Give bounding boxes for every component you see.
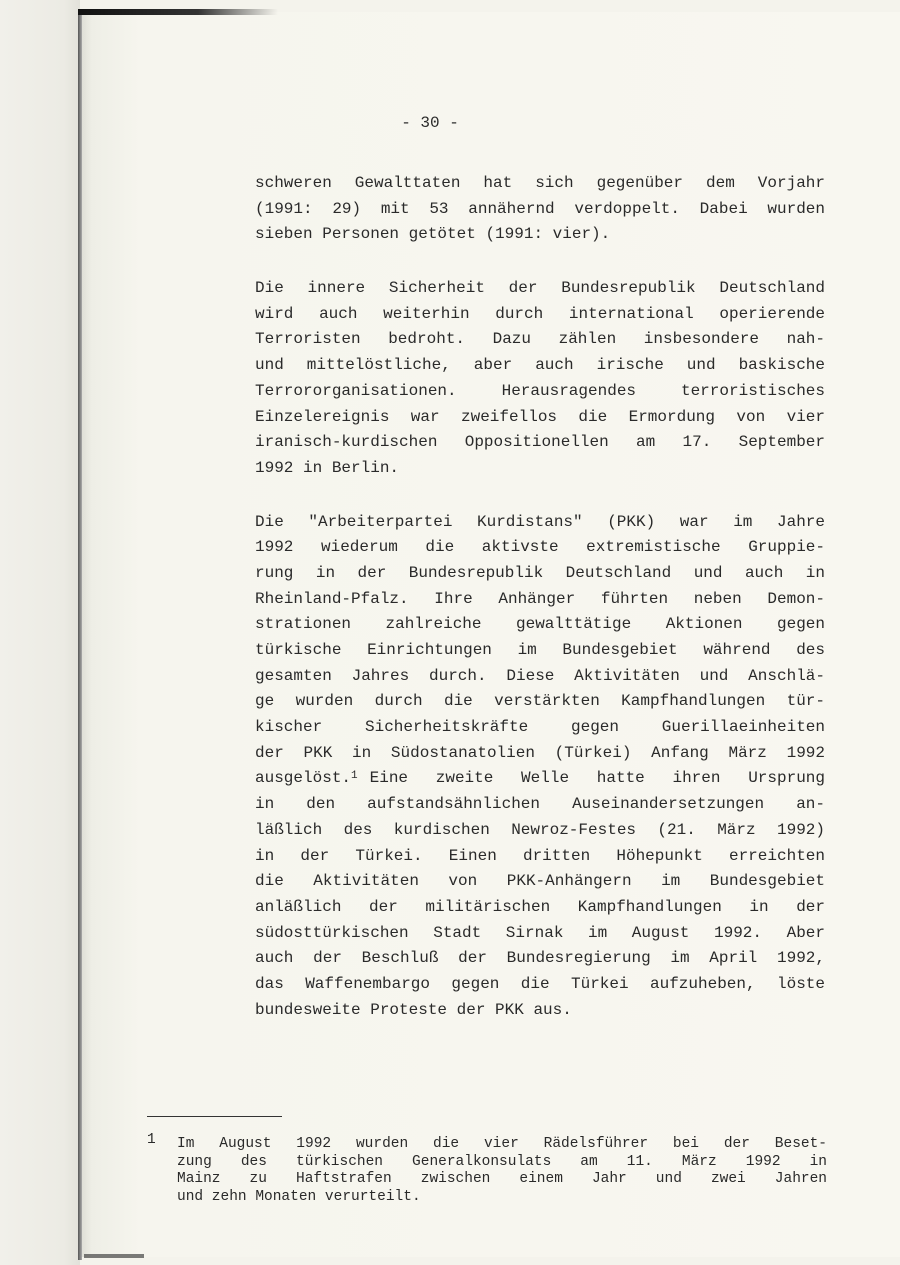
text-line: 1992 wiederum die aktivste extremistische Gruppie- (255, 538, 825, 557)
text-line: Die innere Sicherheit der Bundesrepublik Deutschland (255, 279, 825, 298)
page-number: - 30 - (401, 114, 459, 132)
footnote-marker: 1 (147, 1132, 156, 1148)
text-line: südosttürkischen Stadt Sirnak im August 1992. Aber (255, 923, 825, 942)
text-line: bundesweite Proteste der PKK aus. (255, 1000, 572, 1019)
paragraph-1 (255, 171, 825, 248)
text-line: kischer Sicherheitskräfte gegen Guerillaeinheiten (255, 718, 825, 737)
footnote-separator (147, 1116, 282, 1117)
text-line: strationen zahlreiche gewalttätige Aktionen gegen (255, 615, 825, 634)
scan-background (0, 0, 80, 1265)
footnote-reference[interactable]: 1 (351, 770, 358, 783)
text-line-with-footnote-ref (255, 766, 825, 792)
footnote-line: und zehn Monaten verurteilt. (177, 1188, 421, 1205)
text-line: läßlich des kurdischen Newroz-Festes (21. März 1992) (255, 820, 825, 839)
text-line: sieben Personen getötet (1991: vier). (255, 225, 611, 244)
text-line: wird auch weiterhin durch international operierende (255, 304, 825, 323)
text-line: der PKK in Südostanatolien (Türkei) Anfang März 1992 (255, 743, 825, 762)
text-line: Einzelereignis war zweifellos die Ermordung von vier (255, 407, 825, 426)
page-bottom-shadow (84, 1254, 144, 1258)
text-line: türkische Einrichtungen im Bundesgebiet während des (255, 641, 825, 659)
text-line: anläßlich der militärischen Kampfhandlungen in der (255, 897, 825, 916)
body-text (255, 171, 825, 1051)
paragraph-3 (255, 510, 825, 1024)
text-line: Die "Arbeiterpartei Kurdistans" (PKK) war im Jahre (255, 512, 825, 531)
text-line: in der Türkei. Einen dritten Höhepunkt erreichten (255, 846, 825, 865)
text-line: auch der Beschluß der Bundesregierung im April 1992, (255, 949, 825, 968)
text-line: 1992 in Berlin. (255, 458, 400, 477)
text-line: Terrororganisationen. Herausragendes terroristisches (255, 381, 825, 400)
text-line: ge wurden durch die verstärkten Kampfhandlungen tür- (255, 692, 825, 711)
text-line: die Aktivitäten von PKK-Anhängern im Bundesgebiet (255, 872, 825, 891)
text-line: rung in der Bundesrepublik Deutschland und auch in (255, 563, 825, 582)
footnote-text (177, 1136, 827, 1206)
text-line: gesamten Jahres durch. Diese Aktivitäten und Anschlä- (255, 666, 825, 685)
text-line: und mittelöstliche, aber auch irische und baskische (255, 356, 825, 375)
text-line: schweren Gewalttaten hat sich gegenüber dem Vorjahr (255, 174, 825, 192)
text-fragment: Eine zweite Welle hatte ihren Ursprung (369, 769, 825, 788)
text-line: (1991: 29) mit 53 annähernd verdoppelt. Dabei wurden (255, 199, 825, 218)
text-line: iranisch-kurdischen Oppositionellen am 17. September (255, 433, 825, 452)
text-line: in den aufstandsähnlichen Auseinandersetzungen an- (255, 795, 825, 814)
text-line: Rheinland-Pfalz. Ihre Anhänger führten neben Demon- (255, 589, 825, 608)
text-line: das Waffenembargo gegen die Türkei aufzuheben, löste (255, 974, 825, 993)
text-fragment: ausgelöst.$^1$ (255, 769, 358, 788)
paragraph-2 (255, 276, 825, 482)
footnote-line: Mainz zu Haftstrafen zwischen einem Jahr und zwei Jahren (177, 1171, 827, 1187)
page-binding-edge (78, 10, 82, 1260)
page-top-shadow (78, 9, 278, 15)
text-line: Terroristen bedroht. Dazu zählen insbesondere nah- (255, 330, 825, 349)
footnote-line: zung des türkischen Generalkonsulats am 11. März 1992 in (177, 1153, 827, 1170)
footnote-line: Im August 1992 wurden die vier Rädelsführer bei der Beset- (177, 1136, 827, 1152)
